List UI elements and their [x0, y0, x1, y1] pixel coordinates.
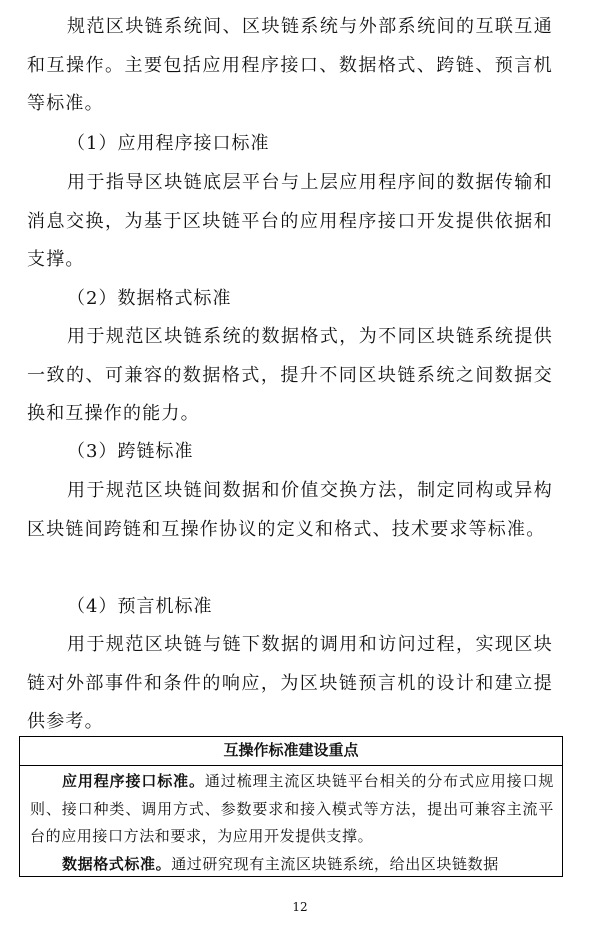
cross-chain-paragraph: 用于规范区块链间数据和价值交换方法，制定同构或异构区块链间跨链和互操作协议的定义和格式、技术要求等标准。: [27, 480, 553, 540]
api-paragraph: 用于指导区块链底层平台与上层应用程序间的数据传输和消息交换，为基于区块链平台的应用程序接口开发提供依据和支撑。: [27, 172, 553, 270]
oracle-paragraph: 用于规范区块链与链下数据的调用和访问过程，实现区块链对外部事件和条件的响应，为区块链预言机的设计和建立提供参考。: [27, 634, 553, 732]
heading-oracle: （4）预言机标准: [67, 596, 213, 617]
heading-api: （1）应用程序接口标准: [67, 133, 270, 154]
focus-item-data-format-text: 通过研究现有主流区块链系统，给出区块链数据: [171, 854, 499, 873]
heading-cross-chain: （3）跨链标准: [67, 441, 194, 462]
focus-box: [19, 736, 563, 877]
data-format-paragraph: 用于规范区块链系统的数据格式，为不同区块链系统提供一致的、可兼容的数据格式，提升不同区块链系统之间数据交换和互操作的能力。: [27, 326, 553, 424]
intro-paragraph: 规范区块链系统间、区块链系统与外部系统间的互联互通和互操作。主要包括应用程序接口、数据格式、跨链、预言机等标准。: [27, 16, 553, 114]
focus-item-data-format: [30, 851, 554, 879]
focus-box-body: [20, 766, 562, 878]
page-number: 12: [292, 900, 308, 914]
heading-data-format: （2）数据格式标准: [67, 288, 232, 309]
focus-item-data-format-term: 数据格式标准。: [62, 854, 172, 873]
focus-box-title: 互操作标准建设重点: [20, 737, 562, 766]
focus-item-api: [30, 768, 554, 851]
focus-item-api-text: 通过梳理主流区块链平台相关的分布式应用接口规则、接口种类、调用方式、参数要求和接入模式等方法，提出可兼容主流平台的应用接口方法和要求，为应用开发提供支撑。: [30, 772, 554, 845]
focus-item-api-term: 应用程序接口标准。: [62, 772, 205, 790]
